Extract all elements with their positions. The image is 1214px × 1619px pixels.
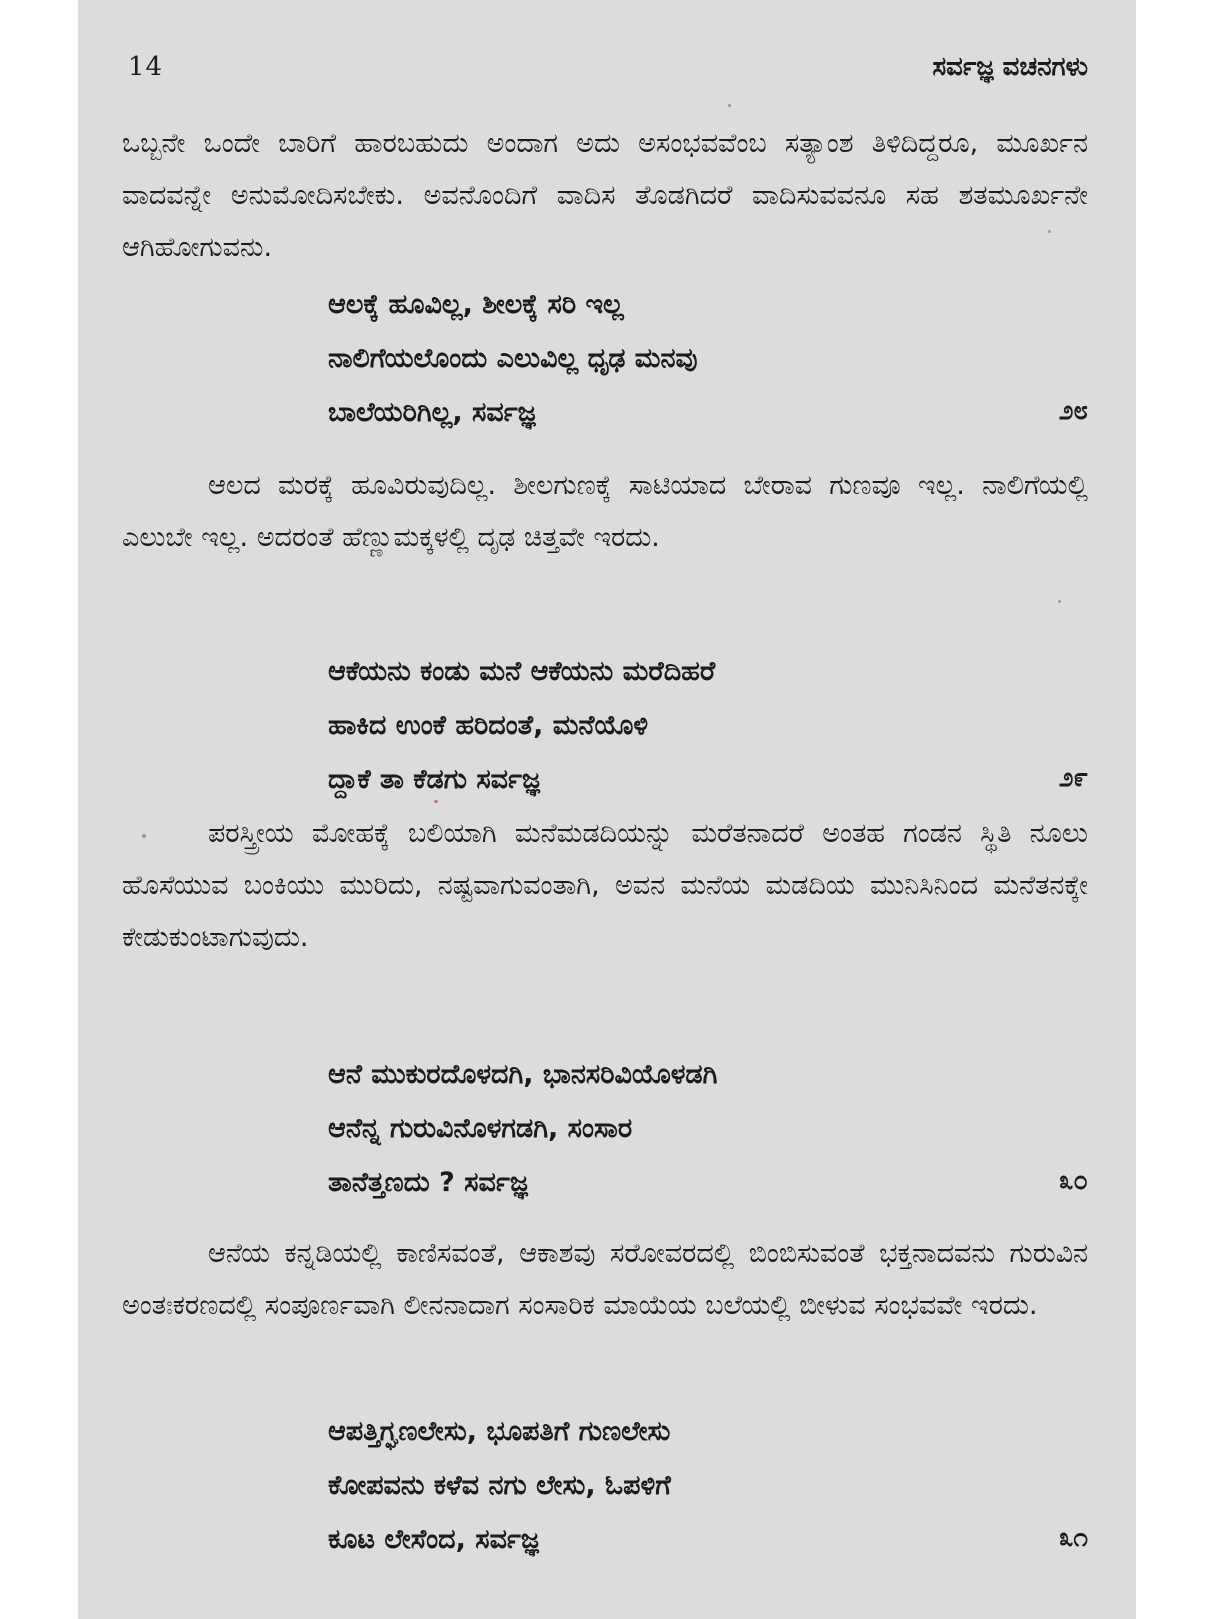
paper-speck	[1048, 230, 1051, 233]
paper-speck	[142, 834, 146, 838]
paper-speck	[1058, 600, 1061, 603]
verse-line: ಆಕೆಯನು ಕಂಡು ಮನೆ ಆಕೆಯನು ಮರೆದಿಹರೆ	[328, 656, 716, 687]
verse-line: ಆಪತ್ತಿಗ್ಘಣಲೇಸು, ಭೂಪತಿಗೆ ಗುಣಲೇಸು	[328, 1416, 671, 1447]
verse-line: ಬಾಲೆಯರಿಗಿಲ್ಲ, ಸರ್ವಜ್ಞ	[328, 397, 536, 428]
prose-paragraph: ಪರಸ್ತ್ರೀಯ ಮೋಹಕ್ಕೆ ಬಲಿಯಾಗಿ ಮನೆಮಡದಿಯನ್ನು ಮರೆತನಾದರೆ ಅಂತಹ ಗಂಡನ ಸ್ಥಿತಿ ನೂಲು ಹೊಸೆಯುವ ಬಂಕಿಯು ಮುರಿದು, ನಷ್ಟವಾಗುವಂತಾಗಿ, ಅವನ ಮನೆಯ ಮಡದಿಯ ಮುನಿಸಿನಿಂದ ಮನೆತನಕ್ಕೇ ಕೇಡುಕುಂಟಾಗುವುದು.	[122, 818, 1088, 953]
paper-speck	[434, 800, 438, 803]
paper-speck	[728, 104, 731, 107]
verse-line: ಆನೆ ಮುಕುರದೊಳದಗಿ, ಭಾನಸರಿವಿಯೊಳಡಗಿ	[328, 1059, 718, 1090]
verse-line: ನಾಲಿಗೆಯಲೊಂದು ಎಲುವಿಲ್ಲ ಧೃಢ ಮನವು	[328, 343, 698, 374]
verse-block	[328, 645, 1088, 807]
verse-line: ಆನೆನ್ನ ಗುರುವಿನೊಳಗಡಗಿ, ಸಂಸಾರ	[328, 1113, 633, 1144]
prose-paragraph: ಆನೆಯ ಕನ್ನಡಿಯಲ್ಲಿ ಕಾಣಿಸವಂತೆ, ಆಕಾಶವು ಸರೋವರದಲ್ಲಿ ಬಿಂಬಿಸುವಂತೆ ಭಕ್ತನಾದವನು ಗುರುವಿನ ಅಂತಃಕರಣದಲ್ಲಿ ಸಂಪೂರ್ಣವಾಗಿ ಲೀನನಾದಾಗ ಸಂಸಾರಿಕ ಮಾಯೆಯ ಬಲೆಯಲ್ಲಿ ಬೀಳುವ ಸಂಭವವೇ ಇರದು.	[122, 1238, 1088, 1321]
verse-line: ಆಲಕ್ಕೆ ಹೂವಿಲ್ಲ, ಶೀಲಕ್ಕೆ ಸರಿ ಇಲ್ಲ	[328, 289, 624, 320]
page-number: 14	[128, 52, 164, 82]
verse-block	[328, 1405, 1088, 1567]
verse-line: ಕೂಟ ಲೇಸೆಂದ, ಸರ್ವಜ್ಞ	[328, 1524, 539, 1555]
verse-block	[328, 278, 1088, 440]
page-header	[128, 52, 1088, 92]
verse-number: ೩೦	[1058, 1166, 1088, 1196]
verse-line: ದ್ದಾಕೆ ತಾ ಕೆಡಗು ಸರ್ವಜ್ಞ	[328, 764, 540, 795]
prose-paragraph: ಒಬ್ಬನೇ ಒಂದೇ ಬಾರಿಗೆ ಹಾರಬಹುದು ಅಂದಾಗ ಅದು ಅಸಂಭವವೆಂಬ ಸತ್ಯಾಂಶ ತಿಳಿದಿದ್ದರೂ, ಮೂರ್ಖನ ವಾದವನ್ನೇ ಅನುಮೋದಿಸಬೇಕು. ಅವನೊಂದಿಗೆ ವಾದಿಸ ತೊಡಗಿದರೆ ವಾದಿಸುವವನೂ ಸಹ ಶತಮೂರ್ಖನೇ ಆಗಿಹೋಗುವನು.	[122, 128, 1088, 263]
verse-number: ೨೮	[1058, 396, 1088, 426]
verse-line: ತಾನೆತ್ತಣದು ? ಸರ್ವಜ್ಞ	[328, 1167, 528, 1198]
book-page	[78, 0, 1136, 1619]
verse-line: ಹಾಕಿದ ಉಂಕೆ ಹರಿದಂತೆ, ಮನೆಯೊಳಿ	[328, 710, 649, 741]
verse-line: ಕೋಪವನು ಕಳೆವ ನಗು ಲೇಸು, ಓಪಳಿಗೆ	[328, 1470, 671, 1501]
verse-number: ೩೧	[1058, 1523, 1088, 1553]
verse-number: ೨೯	[1058, 763, 1088, 793]
prose-paragraph: ಆಲದ ಮರಕ್ಕೆ ಹೂವಿರುವುದಿಲ್ಲ. ಶೀಲಗುಣಕ್ಕೆ ಸಾಟಿಯಾದ ಬೇರಾವ ಗುಣವೂ ಇಲ್ಲ. ನಾಲಿಗೆಯಲ್ಲಿ ಎಲುಬೇ ಇಲ್ಲ. ಅದರಂತೆ ಹೆಣ್ಣುಮಕ್ಕಳಲ್ಲಿ ದೃಢ ಚಿತ್ತವೇ ಇರದು.	[122, 470, 1088, 553]
verse-block	[328, 1048, 1088, 1210]
running-title: ಸರ್ವಜ್ಞ ವಚನಗಳು	[932, 52, 1088, 82]
